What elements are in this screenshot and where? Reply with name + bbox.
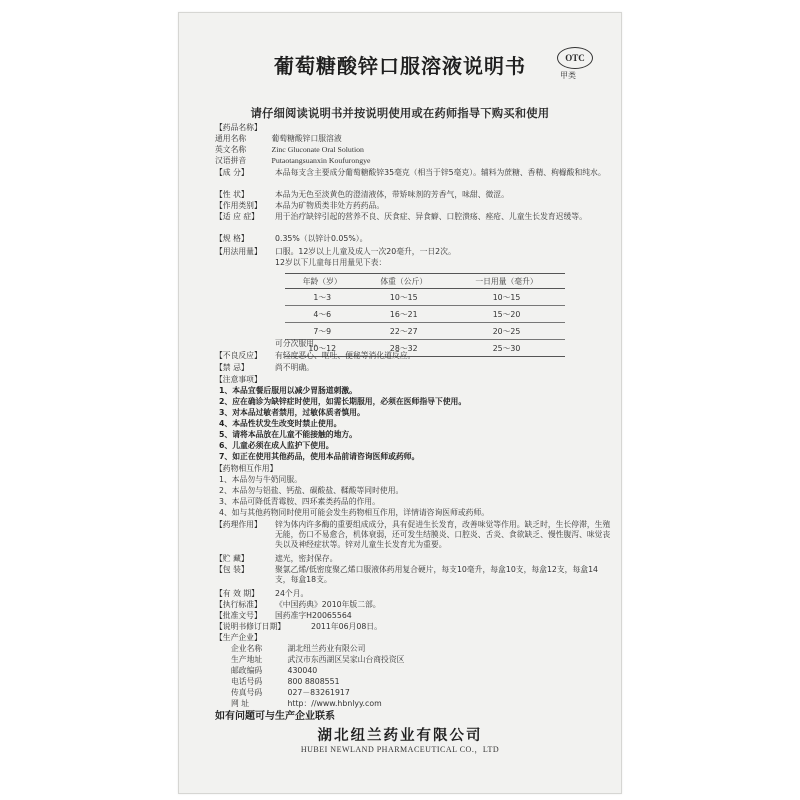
standard-text: 《中国药典》2010年版二部。 (275, 600, 381, 609)
interaction-item: 3、本品可降低青霉胺、四环素类药品的作用。 (219, 497, 380, 506)
interaction-item: 2、本品勿与铝盐、钙盐、碳酸盐、鞣酸等同时使用。 (219, 486, 404, 495)
english-name-row (215, 145, 364, 155)
usage-note: 12岁以下儿童每日用量见下表： (275, 258, 387, 267)
usage-text: 口服。12岁以上儿童及成人一次20毫升，一日2次。 (275, 247, 456, 256)
manufacturer-value: 027－83261917 (287, 688, 350, 697)
manufacturer-label: 邮政编码 (231, 666, 263, 675)
approval-heading: 【批准文号】 (215, 611, 262, 620)
package-heading: 【包 装】 (215, 565, 249, 574)
usage-warning: 请仔细阅读说明书并按说明使用或在药师指导下购买和使用 (250, 107, 550, 120)
manufacturer-row (231, 655, 404, 665)
manufacturer-row (231, 644, 365, 654)
usage-heading: 【用法用量】 (215, 247, 262, 256)
precaution-item: 5、请将本品放在儿童不能接触的地方。 (219, 430, 357, 439)
manufacturer-value: 430040 (287, 666, 318, 675)
manufacturer-value: 湖北纽兰药业有限公司 (287, 644, 366, 653)
spec-heading: 【规 格】 (215, 234, 249, 243)
english-name-label: 英文名称 (215, 145, 247, 154)
otc-badge: OTC (557, 47, 593, 69)
table-cell: 10～12 (285, 340, 359, 357)
dosage-table (285, 273, 565, 357)
instruction-leaflet (178, 12, 622, 794)
approval-text: 国药准字H20065564 (275, 611, 352, 620)
validity-heading: 【有 效 期】 (215, 589, 259, 598)
table-header-row (285, 274, 565, 289)
drug-name-heading: 【药品名称】 (215, 123, 262, 132)
contact-note: 如有问题可与生产企业联系 (215, 711, 335, 722)
manufacturer-row (231, 688, 350, 698)
manufacturer-heading: 【生产企业】 (215, 633, 262, 642)
contra-text: 尚不明确。 (275, 363, 314, 372)
manufacturer-row (231, 677, 340, 687)
precaution-item: 4、本品性状发生改变时禁止使用。 (219, 419, 342, 428)
table-cell: 1～3 (285, 289, 359, 306)
revised-heading: 【说明书修订日期】 (215, 622, 286, 631)
table-row (285, 306, 565, 323)
table-cell: 10～15 (448, 289, 565, 306)
manufacturer-label: 传真号码 (231, 688, 263, 697)
interactions-heading: 【药物相互作用】 (215, 464, 278, 473)
generic-name-row (215, 134, 342, 144)
adverse-heading: 【不良反应】 (215, 351, 262, 360)
table-cell: 7～9 (285, 323, 359, 340)
pinyin-name-label: 汉语拼音 (215, 156, 247, 165)
manufacturer-value: http：//www.hbnlyy.com (287, 699, 382, 708)
appearance-text: 本品为无色至淡黄色的澄清液体，带矫味剂的芳香气，味甜、微涩。 (275, 190, 509, 199)
table-header-age: 年龄（岁） (285, 274, 359, 289)
contra-heading: 【禁 忌】 (215, 363, 249, 372)
pharmacology-text: 锌为体内许多酶的重要组成成分，具有促进生长发育，改善味觉等作用。缺乏时，生长停滞，生殖无能，伤口不易愈合，机体衰弱，还可发生结膜炎、口腔炎、舌炎、食欲缺乏、慢性腹泻、味觉丧失以及神经症状等。锌对儿童生长发育尤为重要。 (275, 520, 611, 549)
standard-heading: 【执行标准】 (215, 600, 262, 609)
package-text: 聚氯乙烯/低密度聚乙烯口服液体药用复合硬片，每支10毫升，每盒10支，每盒12支，每盒14支，每盒18支。 (275, 565, 598, 584)
manufacturer-label: 企业名称 (231, 644, 263, 653)
manufacturer-value: 800 8808551 (287, 677, 340, 686)
dosage-table-wrapper (285, 273, 571, 357)
validity-text: 24个月。 (275, 589, 309, 598)
precaution-item: 3、对本品过敏者禁用，过敏体质者慎用。 (219, 408, 365, 417)
precaution-item: 1、本品宜餐后服用以减少胃肠道刺激。 (219, 386, 357, 395)
manufacturer-value: 武汉市东西湖区吴家山台商投资区 (287, 655, 405, 664)
revised-text: 2011年06月08日。 (311, 622, 382, 631)
table-cell: 22～27 (359, 323, 448, 340)
table-cell: 25～30 (448, 340, 565, 357)
indications-text: 用于治疗缺锌引起的营养不良、厌食症、异食癖、口腔溃疡、痤疮、儿童生长发育迟缓等。 (275, 212, 587, 221)
document-title: 葡萄糖酸锌口服溶液说明书 (274, 54, 526, 78)
table-header-weight: 体重（公斤） (359, 274, 448, 289)
table-cell: 10～15 (359, 289, 448, 306)
table-cell: 16～21 (359, 306, 448, 323)
generic-name-value: 葡萄糖酸锌口服溶液 (271, 134, 342, 143)
manufacturer-row (231, 666, 317, 676)
pinyin-name-value: Putaotangsuanxin Koufurongye (271, 156, 371, 165)
spec-text: 0.35%（以锌计0.05%）。 (275, 234, 368, 243)
pinyin-name-row (215, 156, 370, 166)
table-row (285, 323, 565, 340)
table-cell: 15～20 (448, 306, 565, 323)
adverse-text: 有轻度恶心、呕吐、便秘等消化道反应。 (275, 351, 416, 360)
english-name-value: Zinc Gluconate Oral Solution (271, 145, 364, 154)
otc-class-label: 甲类 (560, 71, 576, 80)
ingredients-heading: 【成 分】 (215, 168, 249, 177)
appearance-heading: 【性 状】 (215, 190, 249, 199)
table-cell: 20～25 (448, 323, 565, 340)
precaution-item: 2、应在确诊为缺锌症时使用，如需长期服用，必须在医师指导下使用。 (219, 397, 467, 406)
category-heading: 【作用类别】 (215, 201, 262, 210)
company-name: 湖北纽兰药业有限公司 (317, 728, 483, 744)
precautions-heading: 【注意事项】 (215, 375, 262, 384)
precaution-item: 6、儿童必须在成人监护下使用。 (219, 441, 334, 450)
table-header-dose: 一日用量（毫升） (448, 274, 565, 289)
manufacturer-label: 生产地址 (231, 655, 263, 664)
manufacturer-label: 电话号码 (231, 677, 263, 686)
table-row (285, 289, 565, 306)
indications-heading: 【适 应 症】 (215, 212, 259, 221)
generic-name-label: 通用名称 (215, 134, 247, 143)
interaction-item: 1、本品勿与牛奶同服。 (219, 475, 302, 484)
category-text: 本品为矿物质类非处方药药品。 (275, 201, 385, 210)
interaction-item: 4、如与其他药物同时使用可能会发生药物相互作用，详情请咨询医师或药师。 (219, 508, 490, 517)
ingredients-text: 本品每支含主要成分葡萄糖酸锌35毫克（相当于锌5毫克）。辅料为蔗糖、香精、枸橼酸和纯水。 (275, 168, 606, 177)
company-name-english: HUBEI NEWLAND PHARMACEUTICAL CO.，LTD (300, 745, 500, 754)
manufacturer-row (231, 699, 382, 709)
precaution-item: 7、如正在使用其他药品，使用本品前请咨询医师或药师。 (219, 452, 420, 461)
pharmacology-heading: 【药理作用】 (215, 520, 262, 529)
after-table-note: 可分次服用。 (275, 339, 322, 348)
storage-heading: 【贮 藏】 (215, 554, 249, 563)
storage-text: 遮光，密封保存。 (275, 554, 338, 563)
table-cell: 4～6 (285, 306, 359, 323)
table-cell: 28～32 (359, 340, 448, 357)
manufacturer-label: 网 址 (231, 699, 250, 708)
